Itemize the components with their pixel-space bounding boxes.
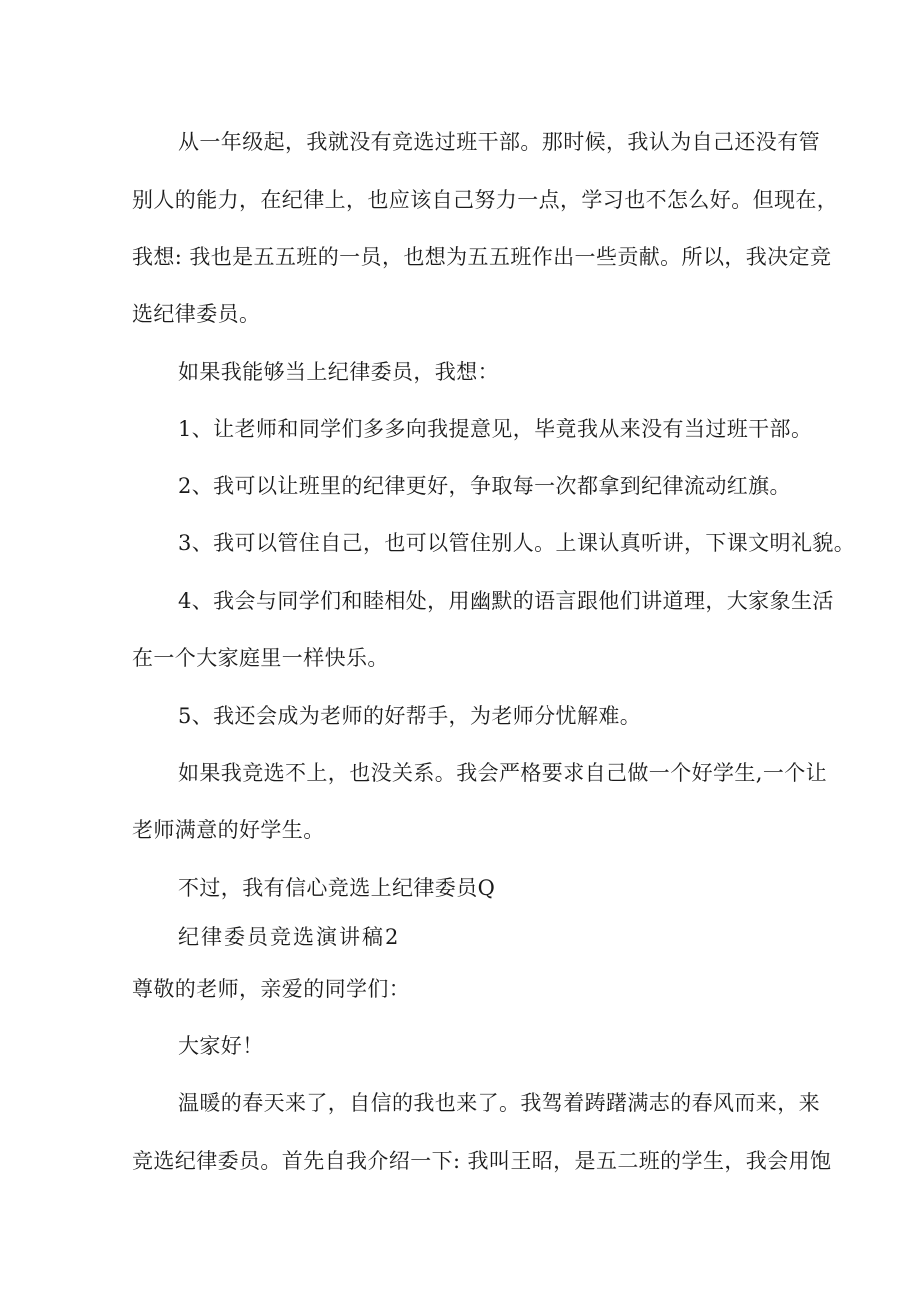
list-item: 5、我还会成为老师的好帮手，为老师分忧解难。 [178,704,642,728]
paragraph-line: 从一年级起，我就没有竞选过班干部。那时候，我认为自己还没有管 [178,130,820,154]
paragraph-line: 竞选纪律委员。首先自我介绍一下: 我叫王昭，是五二班的学生，我会用饱 [132,1149,832,1173]
greeting: 大家好！ [178,1034,264,1058]
section-title: 纪律委员竞选演讲稿2 [178,925,401,949]
paragraph-line: 温暖的春天来了，自信的我也来了。我驾着踌躇满志的春风而来，来 [178,1091,820,1115]
list-item: 4、我会与同学们和睦相处，用幽默的语言跟他们讲道理，大家象生活 [178,589,834,613]
paragraph-line: 选纪律委员。 [132,302,261,326]
paragraph-line: 不过，我有信心竞选上纪律委员Q [178,876,496,900]
paragraph-line: 我想: 我也是五五班的一员，也想为五五班作出一些贡献。所以，我决定竞 [132,245,832,269]
paragraph-line: 如果我竞选不上，也没关系。我会严格要求自己做一个好学生,一个让 [178,761,828,785]
list-item: 2、我可以让班里的纪律更好，争取每一次都拿到纪律流动红旗。 [178,474,791,498]
paragraph-line: 在一个大家庭里一样快乐。 [132,646,389,670]
paragraph-line: 别人的能力，在纪律上，也应该自己努力一点，学习也不怎么好。但现在， [132,188,839,212]
list-item: 1、让老师和同学们多多向我提意见，毕竟我从来没有当过班干部。 [178,417,813,441]
paragraph-line: 老师满意的好学生。 [132,818,325,842]
salutation: 尊敬的老师，亲爱的同学们： [132,977,411,1001]
paragraph-line: 如果我能够当上纪律委员，我想： [178,360,499,384]
list-item: 3、我可以管住自己，也可以管住别人。上课认真听讲，下课文明礼貌。 [178,531,856,555]
